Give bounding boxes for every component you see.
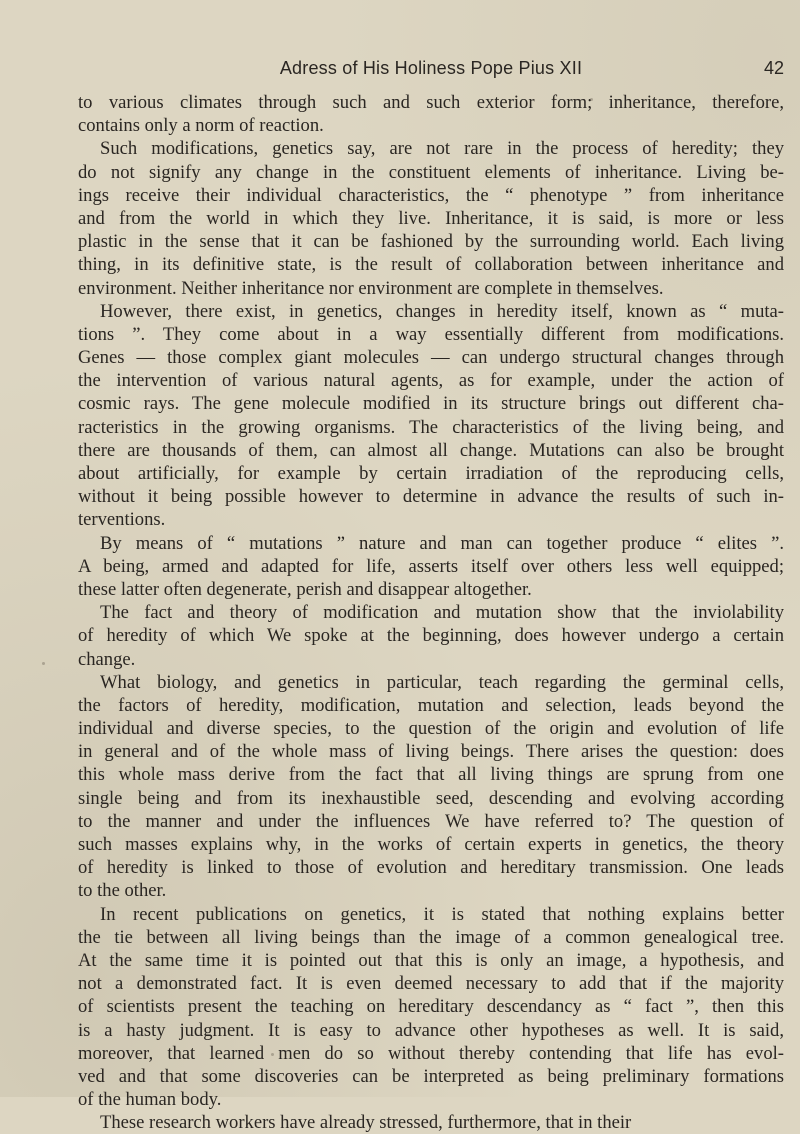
text-line: the factors of heredity, modification, mutation and selection, leads beyond the: [78, 694, 784, 716]
paragraph: [78, 903, 784, 1112]
running-header: [78, 58, 784, 84]
text-line: not a demonstrated fact. It is even deemed necessary to add that if the majority: [78, 973, 784, 995]
text-line: ved and that some discoveries can be interpreted as being preliminary formations: [78, 1065, 784, 1087]
text-line: A being, armed and adapted for life, asserts itself over others less well equipped;: [78, 555, 784, 577]
text-line: in general and of the whole mass of living beings. There arises the question: does: [78, 741, 784, 763]
text-line: plastic in the sense that it can be fashioned by the surrounding world. Each living: [78, 231, 784, 253]
text-line: individual and diverse species, to the question of the origin and evolution of life: [78, 718, 784, 740]
paper-speck: [271, 1053, 274, 1056]
text-line: to the other.: [78, 880, 167, 902]
paragraph: [78, 91, 784, 137]
text-line: there are thousands of them, can almost all change. Mutations can also be brought: [78, 439, 784, 461]
text-line: of heredity is linked to those of evolution and hereditary transmission. One leads: [78, 857, 784, 879]
paragraph: [78, 137, 784, 299]
text-line: this whole mass derive from the fact that all living things are sprung from one: [78, 764, 784, 786]
text-line: to various climates through such and such exterior form; inheritance, therefore,: [78, 92, 784, 113]
text-line: racteristics in the growing organisms. The characteristics of the living being, and: [78, 416, 784, 438]
text-line: moreover, that learned men do so without thereby contending that life has evol-: [78, 1042, 784, 1064]
text-line: At the same time it is pointed out that this is only an image, a hypothesis, and: [78, 949, 784, 971]
text-line: environment. Neither inheritance nor environment are complete in themselves.: [78, 277, 664, 299]
paragraph: [78, 671, 784, 903]
text-line: and from the world in which they live. Inheritance, it is said, is more or less: [78, 207, 784, 229]
text-line: By means of “ mutations ” nature and man can together produce “ elites ”.: [100, 532, 784, 554]
text-line: tions ”. They come about in a way essentially different from modifications.: [78, 323, 784, 345]
text-line: change.: [78, 648, 136, 670]
text-line: such masses explains why, in the works of certain experts in genetics, the theory: [78, 834, 784, 855]
paragraph: [78, 1111, 784, 1134]
text-line: do not signify any change in the constituent elements of inheritance. Living be-: [78, 161, 784, 183]
paper-speck: [42, 662, 45, 665]
text-line: contains only a norm of reaction.: [78, 115, 324, 137]
paragraph: [78, 300, 784, 532]
text-line: of scientists present the teaching on hereditary descendancy as “ fact ”, then this: [78, 996, 784, 1018]
text-line: to the manner and under the influences We have referred to? The question of: [78, 810, 784, 832]
text-line: thing, in its definitive state, is the result of collaboration between inheritance and: [78, 254, 784, 276]
text-line: However, there exist, in genetics, changes in heredity itself, known as “ muta-: [100, 300, 784, 322]
text-line: these latter often degenerate, perish and disappear altogether.: [78, 578, 532, 600]
text-line: These research workers have already stressed, furthermore, that in their: [100, 1112, 632, 1134]
text-line: the intervention of various natural agents, as for example, under the action of: [78, 370, 784, 392]
text-line: single being and from its inexhaustible seed, descending and evolving according: [78, 787, 784, 809]
text-line: of heredity of which We spoke at the beginning, does however undergo a certain: [78, 625, 784, 647]
text-line: Such modifications, genetics say, are not rare in the process of heredity; they: [100, 138, 784, 160]
text-line: ings receive their individual characteristics, the “ phenotype ” from inheritance: [78, 184, 784, 206]
page-number: 42: [763, 58, 784, 78]
text-line: In recent publications on genetics, it is stated that nothing explains better: [100, 903, 784, 925]
paper-speck: [590, 98, 593, 101]
text-line: is a hasty judgment. It is easy to advance other hypotheses as well. It is said,: [78, 1019, 784, 1041]
text-line: without it being possible however to determine in advance the results of such in-: [78, 486, 784, 508]
paragraph: [78, 601, 784, 671]
text-line: cosmic rays. The gene molecule modified in its structure brings out different cha-: [78, 393, 784, 415]
text-line: What biology, and genetics in particular, teach regarding the germinal cells,: [100, 671, 784, 693]
text-line: the tie between all living beings than the image of a common genealogical tree.: [78, 926, 784, 948]
body-text: [78, 91, 784, 1134]
text-line: about artificially, for example by certain irradiation of the reproducing cells,: [78, 463, 784, 484]
text-line: The fact and theory of modification and mutation show that the inviolability: [100, 602, 784, 624]
text-line: Genes — those complex giant molecules — can undergo structural changes through: [78, 347, 784, 369]
text-line: of the human body.: [78, 1089, 222, 1111]
text-line: terventions.: [78, 509, 166, 531]
header-title: Adress of His Holiness Pope Pius XII: [279, 58, 583, 78]
paragraph: [78, 532, 784, 602]
